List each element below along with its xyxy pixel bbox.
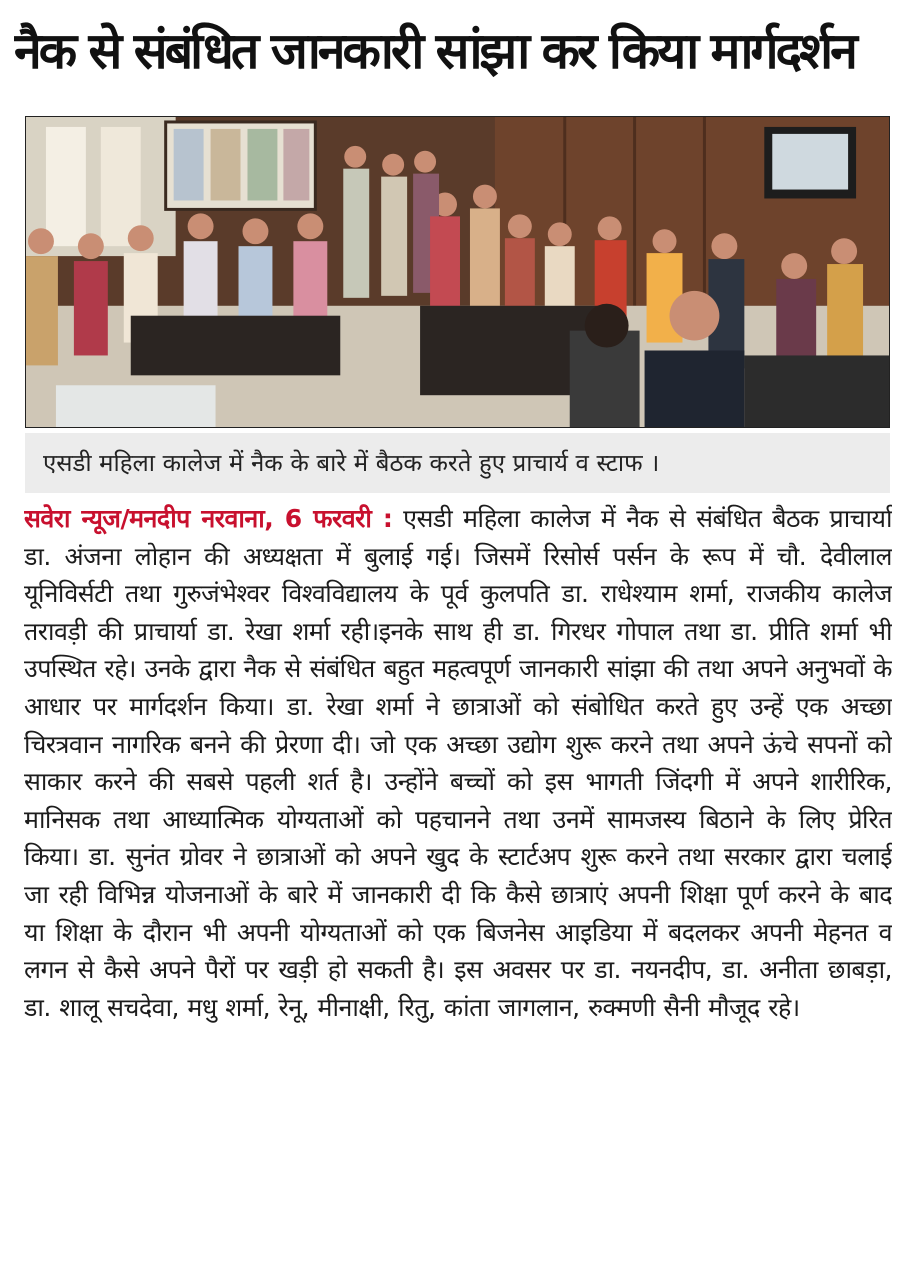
- article-body: [24, 500, 892, 1270]
- article-dateline: सवेरा न्यूज/मनदीप नरवाना, 6 फरवरी :: [24, 504, 393, 533]
- article-text: एसडी महिला कालेज में नैक से संबंधित बैठक प्राचार्या डा. अंजना लोहान की अध्यक्षता में बुलाई गई। जिसमें रिसोर्स पर्सन के रूप में चौ. देवीलाल यूनिविर्सटी तथा गुरुजंभेश्वर विश्वविद्यालय के पूर्व कुलपति डा. राधेश्याम शर्मा, राजकीय कालेज तरावड़ी की प्राचार्या डा. रेखा शर्मा रही।इनके साथ ही डा. गिरधर गोपाल तथा डा. प्रीति शर्मा भी उपस्थित रहे। उनके द्वारा नैक से संबंधित बहुत महत्वपूर्ण जानकारी सांझा की तथा अपने अनुभवों के आधार पर मार्गदर्शन किया। डा. रेखा शर्मा ने छात्राओं को संबोधित करते हुए उन्हें एक अच्छा चिरत्रवान नागरिक बनने की प्रेरणा दी। जो एक अच्छा उद्योग शुरू करने तथा अपने ऊंचे सपनों को साकार करने की सबसे पहली शर्त है। उन्होंने बच्चों को इस भागती जिंदगी में अपने शारीरिक, मानिसक तथा आध्यात्मिक योग्यताओं को पहचानने तथा उनमें सामजस्य बिठाने के लिए प्रेरित किया। डा. सुनंत ग्रोवर ने छात्राओं को अपने खुद के स्टार्टअप शुरू करने तथा सरकार द्वारा चलाई जा रही विभिन्न योजनाओं के बारे में जानकारी दी कि कैसे छात्राएं अपनी शिक्षा पूर्ण करने के बाद या शिक्षा के दौरान भी अपनी योग्यताओं को एक बिजनेस आइडिया में बदलकर अपनी मेहनत व लगन से कैसे अपने पैरों पर खड़ी हो सकती है। इस अवसर पर डा. नयनदीप, डा. अनीता छाबड़ा, डा. शालू सचदेवा, मधु शर्मा, रेनू, मीनाक्षी, रितु, कांता जागलान, रुक्मणी सैनी मौजूद रहे।: [24, 504, 892, 1022]
- group-photo-illustration: [26, 117, 889, 427]
- photo-caption: एसडी महिला कालेज में नैक के बारे में बैठक करते हुए प्राचार्य व स्टाफ ।: [25, 433, 890, 493]
- headline: नैक से संबंधित जानकारी सांझा कर किया मार्गदर्शन: [14, 22, 855, 80]
- group-photo: [25, 116, 890, 428]
